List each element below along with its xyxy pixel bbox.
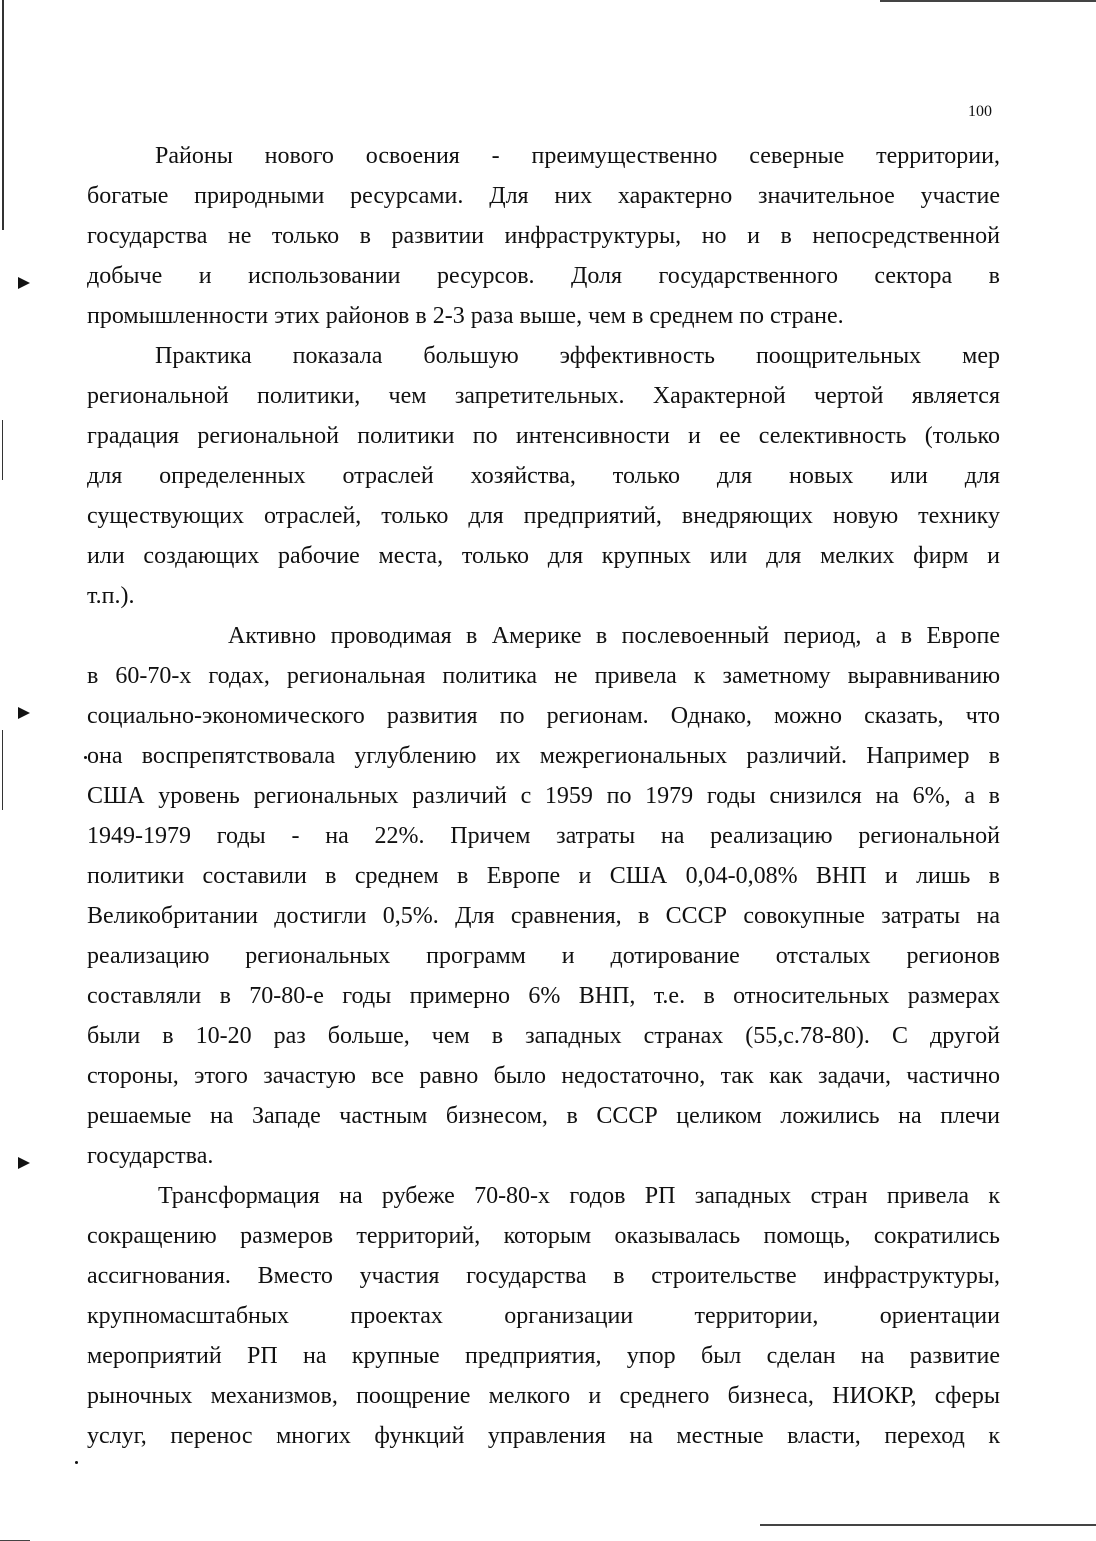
text-line: градация региональной политики по интенсивности и ее селективность (только [87,423,1000,449]
text-line: 1949-1979 годы - на 22%. Причем затраты на реализацию региональной [87,823,1000,849]
scan-top-rule [880,0,1096,2]
text-line: Великобритании достигли 0,5%. Для сравнения, в СССР совокупные затраты на [87,903,1000,929]
scan-arrow-mark [18,707,30,719]
text-line: услуг, перенос многих функций управления на местные власти, переход к [87,1423,1000,1449]
text-line: добыче и использовании ресурсов. Доля государственного сектора в [87,263,1000,289]
scan-arrow-mark [18,1157,30,1169]
page-number: 100 [968,103,992,120]
text-line: государства. [87,1143,214,1169]
text-line: в 60-70-х годах, региональная политика не привела к заметному выравниванию [87,663,1000,689]
text-line: Практика показала большую эффективность поощрительных мер [155,343,1000,369]
scan-bottom-rule [760,1524,1096,1526]
text-line: Активно проводимая в Америке в послевоенный период, а в Европе [228,623,1000,649]
scan-left-edge-mark [2,420,3,480]
text-line: сокращению размеров территорий, которым оказывалась помощь, сократились [87,1223,1000,1249]
text-line: она воспрепятствовала углублению их межрегиональных различий. Например в [87,743,1000,769]
text-line: реализацию региональных программ и дотирование отсталых регионов [87,943,1000,969]
text-line: промышленности этих районов в 2-3 раза выше, чем в среднем по стране. [87,303,844,329]
text-line: Трансформация на рубеже 70-80-х годов РП западных стран привела к [158,1183,1000,1209]
text-line: решаемые на Западе частным бизнесом, в СССР целиком ложились на плечи [87,1103,1000,1129]
text-line: социально-экономического развития по регионам. Однако, можно сказать, что [87,703,1000,729]
scan-arrow-mark [18,277,30,289]
text-line: рыночных механизмов, поощрение мелкого и среднего бизнеса, НИОКР, сферы [87,1383,1000,1409]
scan-speck [75,1461,78,1464]
text-line: региональной политики, чем запретительных. Характерной чертой является [87,383,1000,409]
text-line: стороны, этого зачастую все равно было недостаточно, так как задачи, частично [87,1063,1000,1089]
text-line: политики составили в среднем в Европе и США 0,04-0,08% ВНП и лишь в [87,863,1000,889]
text-line: т.п.). [87,583,135,609]
text-line: ассигнования. Вместо участия государства в строительстве инфраструктуры, [87,1263,1000,1289]
text-line: США уровень региональных различий с 1959 по 1979 годы снизился на 6%, а в [87,783,1000,809]
text-line: или создающих рабочие места, только для крупных или для мелких фирм и [87,543,1000,569]
scan-left-edge-mark [2,730,3,810]
text-line: были в 10-20 раз больше, чем в западных странах (55,с.78-80). С другой [87,1023,1000,1049]
text-line: составляли в 70-80-е годы примерно 6% ВНП, т.е. в относительных размерах [87,983,1000,1009]
text-line: государства не только в развитии инфраструктуры, но и в непосредственной [87,223,1000,249]
text-line: для определенных отраслей хозяйства, только для новых или для [87,463,1000,489]
text-line: существующих отраслей, только для предприятий, внедряющих новую технику [87,503,1000,529]
text-line: крупномасштабных проектах организации территории, ориентации [87,1303,1000,1329]
text-line: мероприятий РП на крупные предприятия, упор был сделан на развитие [87,1343,1000,1369]
scan-left-edge [2,0,4,230]
text-line: Районы нового освоения - преимущественно северные территории, [155,143,1000,169]
text-line: богатые природными ресурсами. Для них характерно значительное участие [87,183,1000,209]
